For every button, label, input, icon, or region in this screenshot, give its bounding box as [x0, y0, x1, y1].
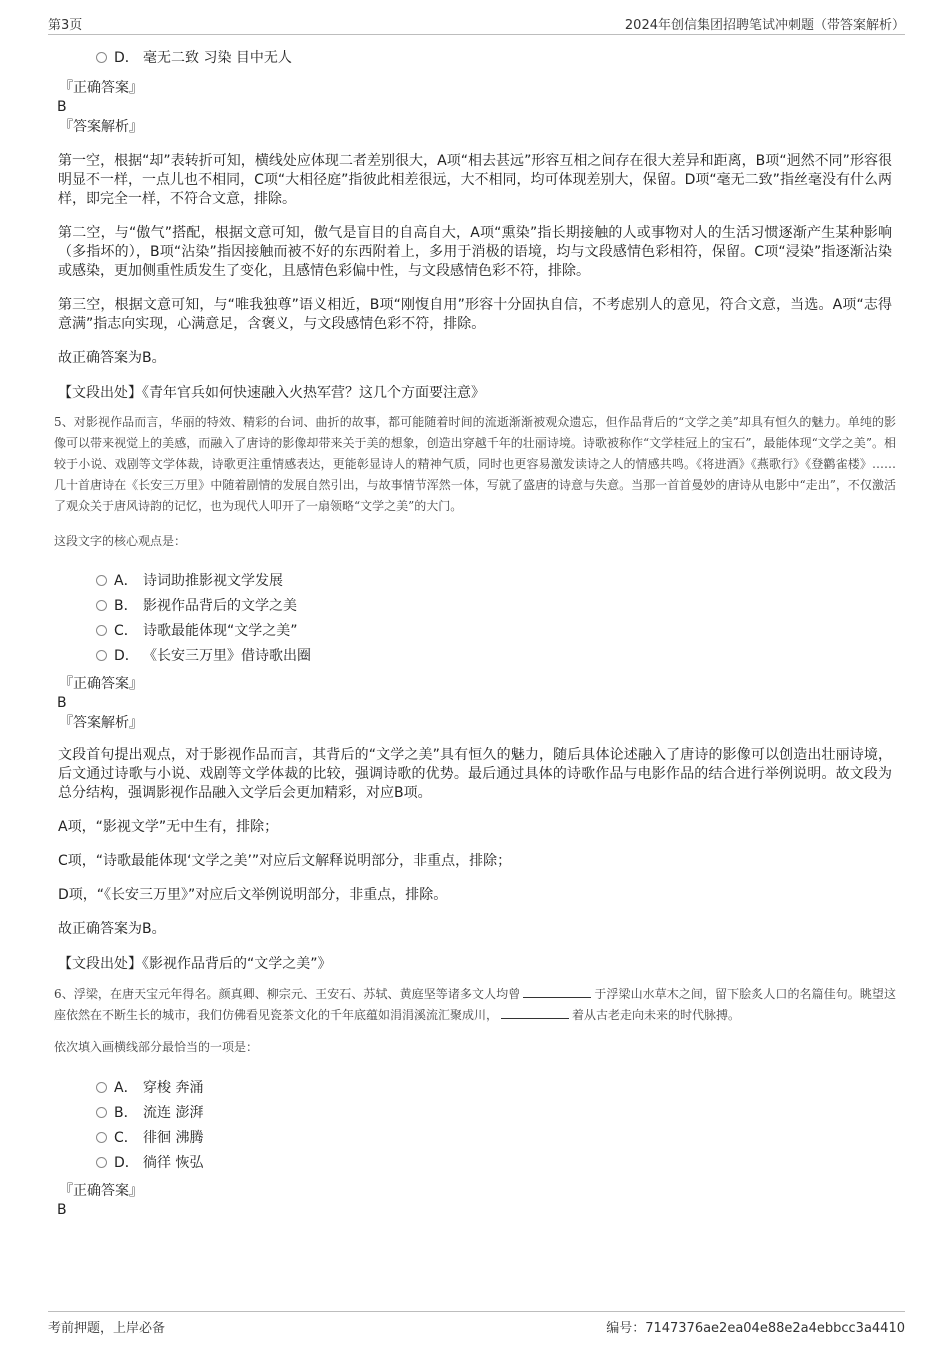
fill-blank-1	[523, 985, 591, 998]
q6-answer: B	[57, 1202, 67, 1218]
q6-question-text: 6、浮梁，在唐天宝元年得名。颜真卿、柳宗元、王安石、苏轼、黄庭坚等诸多文人均曾 于浮梁山水草木之间，留下脍炙人口的名篇佳句。眺望这座依然在不断生长的城市，我们仿佛看见瓷茶文化的千年底蕴如涓涓溪流汇聚成川， 着从古老走向未来的时代脉搏。	[54, 987, 896, 1022]
q5-analysis-1: 文段首句提出观点，对于影视作品而言，其背后的“文学之美”具有恒久的魅力，随后具体论述融入了唐诗的影像可以创造出壮丽诗境，后文通过诗歌与小说、戏剧等文学体裁的比较，强调诗歌的优势。最后通过具体的诗歌作品与电影作品的结合进行举例说明。故文段为总分结构，强调影视作品融入文学后会更加精彩，对应B项。	[58, 747, 892, 801]
q6-option-b[interactable]: B． 流连 澎湃	[96, 1100, 892, 1125]
radio-icon[interactable]	[96, 1157, 107, 1168]
q5-analysis-2: A项，“影视文学”无中生有，排除；	[58, 819, 279, 835]
q6-option-d[interactable]: D． 徜徉 恢弘	[96, 1150, 892, 1175]
q4-analysis-1: 第一空，根据“却”表转折可知，横线处应体现二者差别很大，A项“相去甚远”形容互相之间存在很大差异和距离，B项“迥然不同”形容很明显不一样，一点儿也不相同，C项“大相径庭”指彼此相差很远，大不相同，均可体现差别大，保留。D项“毫无二致”指丝毫没有什么两样，即完全一样，不符合文意，排除。	[58, 153, 892, 207]
q4-analysis-4: 故正确答案为B。	[58, 350, 166, 366]
radio-icon[interactable]	[96, 1132, 107, 1143]
q5-option-d[interactable]: D． 《长安三万里》借诗歌出圈	[96, 643, 892, 668]
q4-analysis-label: 『答案解析』	[59, 119, 143, 135]
q5-analysis-4: D项，“《长安三万里》”对应后文举例说明部分，非重点，排除。	[58, 887, 448, 903]
q5-source: 【文段出处】《影视作品背后的“文学之美”》	[58, 956, 332, 972]
q6-answer-label: 『正确答案』	[59, 1183, 143, 1199]
radio-icon[interactable]	[96, 1082, 107, 1093]
q5-prompt: 这段文字的核心观点是：	[54, 534, 187, 548]
q4-analysis-2: 第二空，与“傲气”搭配，根据文意可知，傲气是盲目的自高自大，A项“熏染”指长期接触的人或事物对人的生活习惯逐渐产生某种影响（多指坏的），B项“沾染”指因接触而被不好的东西附着上，多用于消极的语境，均与文段感情色彩相符，保留。C项“浸染”指逐渐沾染或感染，更加侧重性质发生了变化，且感情色彩偏中性，与文段感情色彩不符，排除。	[58, 225, 892, 279]
q6-prompt: 依次填入画横线部分最恰当的一项是：	[54, 1040, 259, 1054]
q5-analysis-label: 『答案解析』	[59, 715, 143, 731]
q5-option-a[interactable]: A． 诗词助推影视文学发展	[96, 568, 892, 593]
fill-blank-2	[501, 1006, 569, 1019]
q4-option-d[interactable]: D． 毫无二致 习染 目中无人	[96, 45, 892, 70]
document-id: 编号：7147376ae2ea04e88e2a4ebbcc3a4410	[606, 1321, 905, 1336]
radio-icon[interactable]	[96, 625, 107, 636]
q5-option-c[interactable]: C． 诗歌最能体现“文学之美”	[96, 618, 892, 643]
q6-options	[56, 1075, 892, 1175]
q4-source: 【文段出处】《青年官兵如何快速融入火热军营？这几个方面要注意》	[58, 385, 485, 401]
q4-analysis-3: 第三空，根据文意可知，与“唯我独尊”语义相近，B项“刚愎自用”形容十分固执自信，不考虑别人的意见，符合文意，当选。A项“志得意满”指志向实现，心满意足，含褒义，与文段感情色彩不符，排除。	[58, 297, 892, 332]
radio-icon[interactable]	[96, 1107, 107, 1118]
page-footer	[48, 1311, 905, 1336]
q4-answer: B	[57, 99, 67, 115]
q5-answer: B	[57, 695, 67, 711]
radio-icon[interactable]	[96, 600, 107, 611]
q4-answer-label: 『正确答案』	[59, 80, 143, 96]
radio-icon[interactable]	[96, 650, 107, 661]
radio-icon[interactable]	[96, 52, 107, 63]
radio-icon[interactable]	[96, 575, 107, 586]
page-header	[48, 12, 905, 35]
q5-options	[56, 568, 892, 668]
footer-slogan: 考前押题，上岸必备	[48, 1321, 166, 1336]
page-content	[54, 42, 896, 1219]
q5-answer-label: 『正确答案』	[59, 676, 143, 692]
q6-option-c[interactable]: C． 徘徊 沸腾	[96, 1125, 892, 1150]
q6-option-a[interactable]: A． 穿梭 奔涌	[96, 1075, 892, 1100]
q5-analysis-5: 故正确答案为B。	[58, 921, 166, 937]
page-number: 第3页	[48, 18, 83, 33]
q5-question-text: 5、对影视作品而言，华丽的特效、精彩的台词、曲折的故事，都可能随着时间的流逝渐渐被观众遗忘，但作品背后的“文学之美”却具有恒久的魅力。单纯的影像可以带来视觉上的美感，而融入了唐诗的影像却带来关于美的想象，创造出穿越千年的壮丽诗境。诗歌被称作“文学桂冠上的宝石”，最能体现“文学之美”。相较于小说、戏剧等文学体裁，诗歌更注重情感表达，更能彰显诗人的精神气质，同时也更容易激发读诗之人的情感共鸣。《将进酒》《燕歌行》《登鹳雀楼》……几十首唐诗在《长安三万里》中随着剧情的发展自然引出，与故事情节浑然一体，写就了盛唐的诗意与失意。当那一首首曼妙的唐诗从电影中“走出”，不仅激活了观众关于唐风诗韵的记忆，也为现代人叩开了一扇领略“文学之美”的大门。	[54, 415, 896, 513]
q5-analysis-3: C项，“诗歌最能体现‘文学之美’”对应后文解释说明部分，非重点，排除；	[58, 853, 512, 869]
q5-option-b[interactable]: B． 影视作品背后的文学之美	[96, 593, 892, 618]
document-title: 2024年创信集团招聘笔试冲刺题（带答案解析）	[624, 18, 905, 33]
